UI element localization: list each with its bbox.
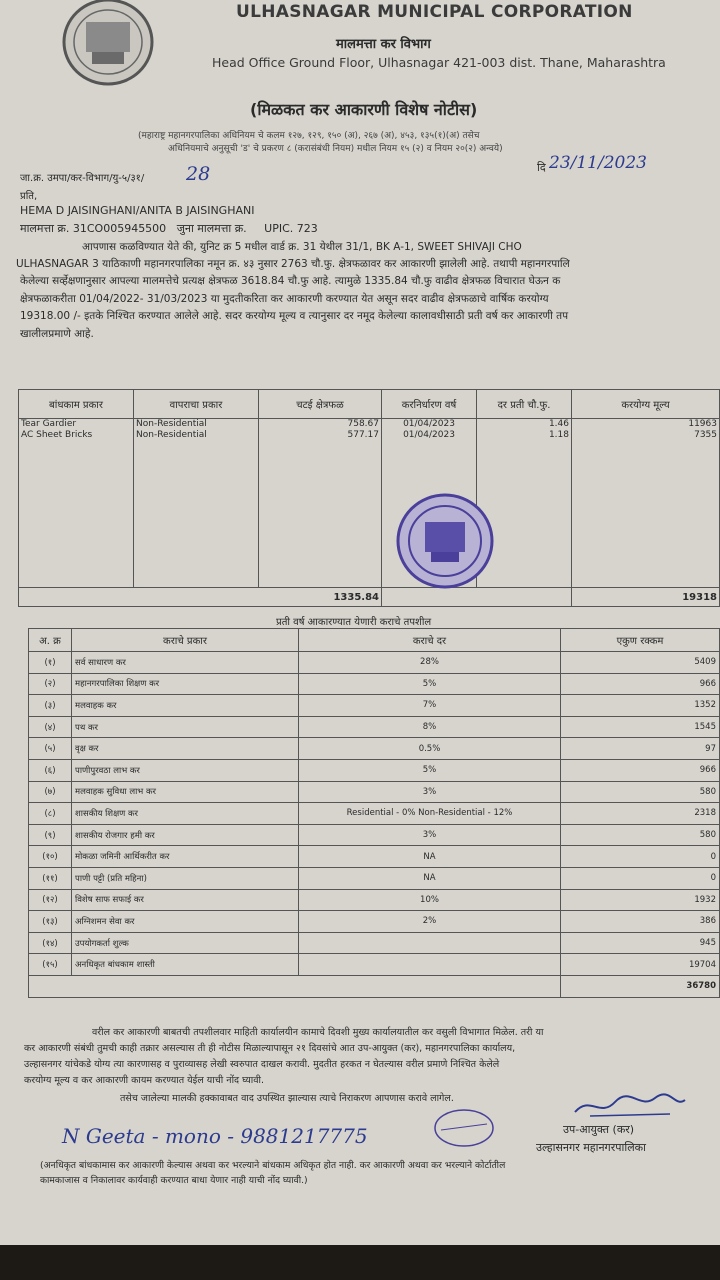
date-label: दि	[537, 161, 546, 174]
grand-total: 36780	[561, 975, 720, 997]
footer-line: तसेच जालेल्या मालकी हक्कावाबत वाद उपस्थित झाल्यास त्याचे निराकरण आपणास करावे लागेल.	[120, 1093, 454, 1104]
table-row: (१) सर्व साधारण कर 28% 5409	[29, 652, 720, 674]
signatory-office: उल्हासनगर महानगरपालिका	[536, 1141, 646, 1154]
taxable-value-cell: 11963 7355	[572, 419, 720, 588]
assessment-year-cell: 01/04/2023 01/04/2023	[382, 419, 477, 588]
col-header: चटई क्षेत्रफळ	[259, 390, 382, 419]
table-row: (११) पाणी पट्टी (प्रति महिना) NA 0	[29, 867, 720, 889]
property-number-line	[20, 221, 318, 236]
table-row: (१४) उपयोगकर्ता शुल्क 945	[29, 932, 720, 954]
col-header: करयोग्य मूल्य	[572, 390, 720, 419]
footer-line: उल्हासनगर यांचेकडे योग्य त्या कारणासह व पुराव्यासह लेखी स्वरुपात दाखल करावी. मुदतीत हरकत न घेतल्यास वरील प्रमाणे निश्चित केलेले	[24, 1059, 500, 1070]
tax-table	[28, 628, 720, 998]
reference-number-handwritten: 28	[186, 163, 211, 185]
table-row: (७) मलवाहक सुविधा लाभ कर 3% 580	[29, 781, 720, 803]
table-row: (४) पथ कर 8% 1545	[29, 716, 720, 738]
salutation: प्रति,	[20, 191, 38, 202]
upic: UPIC. 723	[264, 222, 318, 235]
footer-line: कर आकारणी संबंधी तुमची काही तक्रार असल्यास ती ही नोटीस मिळाल्यापासून २१ दिवसांचे आत उप-आयुक्त (कर), महानगरपालिका कार्यालय,	[24, 1043, 516, 1054]
col-header: वापराचा प्रकार	[134, 390, 259, 419]
table-row: (१५) अनधिकृत बांधकाम शास्ती 19704	[29, 954, 720, 976]
table-row: (१२) विशेष साफ सफाई कर 10% 1932	[29, 889, 720, 911]
table-total-row	[29, 975, 720, 997]
old-property-label: जुना मालमत्ता क्र.	[176, 222, 247, 235]
footer-line: वरील कर आकारणी बाबतची तपशीलवार माहिती कार्यालयीन कामाचे दिवशी मुख्य कार्यालयातील कर वसुली विभागात मिळेल. तरी या	[92, 1027, 544, 1038]
owner-name: HEMA D JAISINGHANI/ANITA B JAISINGHANI	[20, 204, 255, 217]
body-line: क्षेत्रफळाकरीता 01/04/2022- 31/03/2023 या मुदतीकरिता कर आकारणी करण्यात येत असून सदर वाढीव क्षेत्रफळाचे वार्षिक करयोग्य	[20, 293, 549, 305]
disclaimer-line: (अनधिकृत बांधकामास कर आकारणी केल्यास अथवा कर भरल्याने बांधकाम अधिकृत होत नाही. कर आकारणी अथवा कर भरल्याने कोर्टातील	[40, 1160, 506, 1171]
col-header: एकुण रक्कम	[561, 629, 720, 652]
disclaimer-line: कामकाजास व निकालावर कार्यवाही करण्यात बाधा येणार नाही याची नोंद घ्यावी.)	[40, 1175, 308, 1186]
table-row: (१०) मोकळा जमिनी आर्थिकरीत कर NA 0	[29, 846, 720, 868]
act-reference-line-2: अधिनियमाचे अनुसूची 'ड' चे प्रकरण ८ (करासंबंधी नियम) मधील नियम १५ (२) व नियम २०(२) अन्वये)	[168, 144, 503, 154]
total-area: 1335.84	[333, 591, 379, 603]
table-row: (२) महानगरपालिका शिक्षण कर 5% 966	[29, 673, 720, 695]
department: मालमत्ता कर विभाग	[336, 37, 431, 52]
body-line: ULHASNAGAR 3 याठिकाणी महानगरपालिका नमून क्र. ४३ नुसार 2763 चौ.फु. क्षेत्रफळावर कर आकारणी झालेली आहे. तथापी महानगरपालि	[16, 258, 570, 270]
property-number: 31CO005945500	[72, 222, 167, 235]
table-row: (८) शासकीय शिक्षण कर Residential - 0% Non-Residential - 12% 2318	[29, 803, 720, 825]
usage-type-cell: Non-Residential Non-Residential	[134, 419, 259, 588]
table-row: (३) मलवाहक कर 7% 1352	[29, 695, 720, 717]
body-line: 19318.00 /- इतके निश्चित करण्यात आलेले आहे. सदर करयोग्य मूल्य व त्यानुसार दर नमूद केलेल्या कालावधीसाठी प्रती वर्ष कर आकारणी तप	[20, 310, 569, 322]
table-header-row	[29, 629, 720, 652]
col-header: अ. क्र	[29, 629, 72, 652]
tax-table-title: प्रती वर्ष आकारण्यात येणारी कराचे तपशील	[276, 617, 432, 628]
table-row: (९) शासकीय रोजगार हमी कर 3% 580	[29, 824, 720, 846]
total-value: 19318	[572, 588, 720, 607]
act-reference-line-1: (महाराष्ट्र महानगरपालिका अधिनियम चे कलम १२७, १२९, १५० (अ), २६७ (अ), ४५३, १३५(१)(अ) तसेच	[138, 131, 480, 141]
table-row: (१३) अग्निशमन सेवा कर 2% 386	[29, 911, 720, 933]
col-header: करनिर्धारण वर्ष	[382, 390, 477, 419]
official-seal-icon	[395, 492, 495, 590]
table-header-row	[19, 390, 720, 419]
signature-scribble-icon	[570, 1090, 690, 1120]
reference-label: जा.क्र. उमपा/कर-विभाग/यु-५/३१/	[20, 173, 145, 184]
notice-title: (मिळकत कर आकारणी विशेष नोटीस)	[250, 100, 478, 119]
property-table	[18, 389, 720, 607]
col-header: कराचे प्रकार	[72, 629, 299, 652]
corporation-emblem-icon	[58, 0, 158, 92]
body-line: खालीलप्रमाणे आहे.	[20, 328, 94, 340]
property-number-label: मालमत्ता क्र.	[20, 222, 70, 235]
col-header: कराचे दर	[299, 629, 561, 652]
body-line: केलेल्या सर्व्हेक्षणानुसार आपल्या मालमत्तेचे प्रत्यक्ष क्षेत्रफळ 3618.84 चौ.फु आहे. त्यामुळे 1335.84 चौ.फु वाढीव क्षेत्रफळ विचारात घेऊन क	[20, 275, 561, 287]
table-row: (६) पाणीपुरवठा लाभ कर 5% 966	[29, 759, 720, 781]
area-cell: 758.67 577.17	[259, 419, 382, 588]
col-header: बांधकाम प्रकार	[19, 390, 134, 419]
signatory-designation: उप-आयुक्त (कर)	[563, 1123, 635, 1136]
org-name: ULHASNAGAR MUNICIPAL CORPORATION	[236, 2, 633, 22]
construction-type-cell: Tear Gardier AC Sheet Bricks	[19, 419, 134, 588]
table-row	[19, 419, 720, 588]
footer-line: करयोग्य मूल्य व कर आकारणी कायम करण्यात येईल याची नोंद घ्यावी.	[24, 1075, 264, 1086]
body-line: आपणास कळविण्यात येते की, युनिट क्र 5 मधील वार्ड क्र. 31 येथील 31/1, BK A-1, SWEET SHIVAJI CHO	[82, 241, 522, 253]
date-handwritten: 23/11/2023	[549, 153, 647, 173]
office-address: Head Office Ground Floor, Ulhasnagar 421-003 dist. Thane, Maharashtra	[212, 55, 666, 70]
table-row: (५) वृक्ष कर 0.5% 97	[29, 738, 720, 760]
rate-cell: 1.46 1.18	[477, 419, 572, 588]
handwritten-note: N Geeta - mono - 9881217775	[62, 1124, 368, 1148]
table-total-row	[19, 588, 720, 607]
col-header: दर प्रती चौ.फु.	[477, 390, 572, 419]
date-stamp-icon	[433, 1108, 495, 1148]
